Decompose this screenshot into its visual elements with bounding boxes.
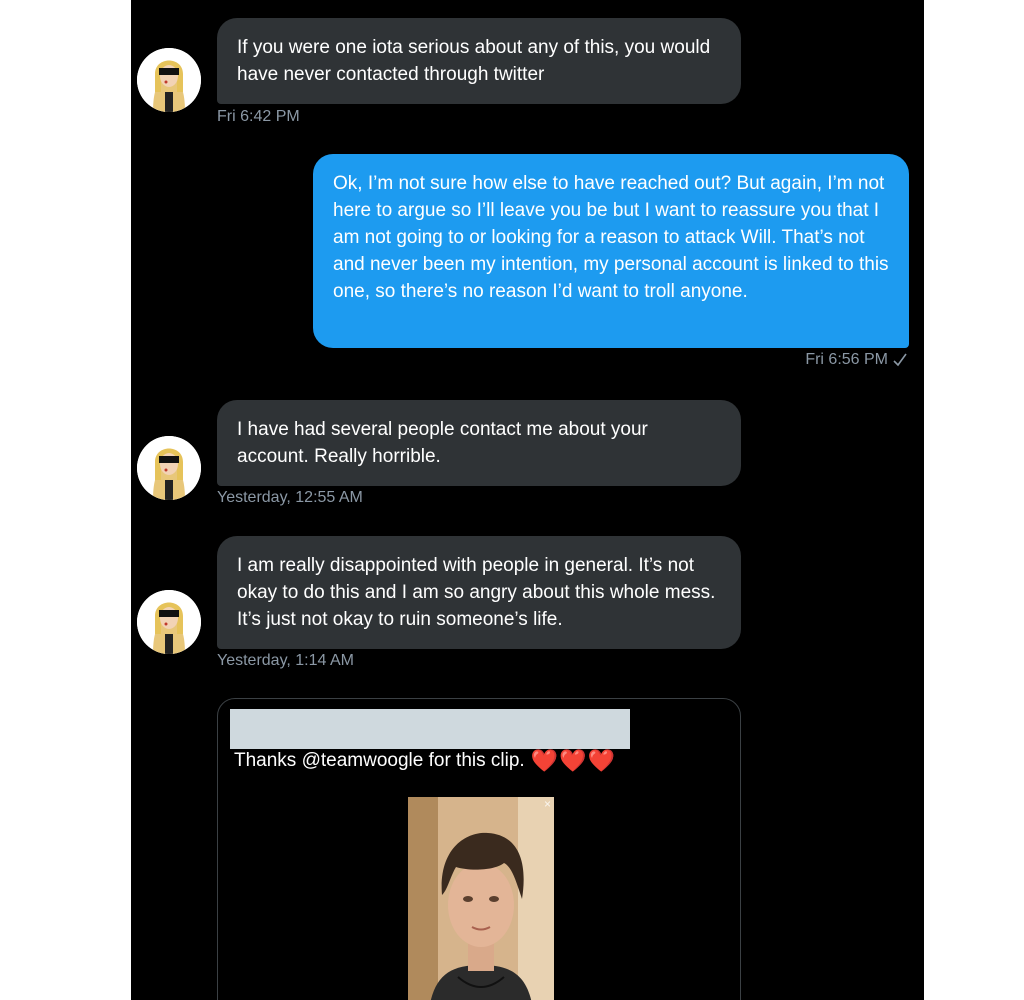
message-text: Ok, I’m not sure how else to have reached out? But again, I’m not here to argue so I’ll leave you be but I want to reassure you that I am not going to or looking for a reason to attack Will. That’s not and never been my intention, my personal account is linked to this one, so there’s no reason I’d want to troll anyone. [333, 173, 889, 302]
message-timestamp: Fri 6:42 PM [217, 108, 300, 125]
sender-avatar[interactable] [137, 590, 201, 654]
avatar-image [137, 48, 201, 112]
message-timestamp: Fri 6:56 PM [805, 351, 888, 368]
video-frame-image [408, 797, 554, 1000]
message-text: I have had several people contact me about your account. Really horrible. [237, 419, 648, 467]
message-bubble-incoming[interactable] [217, 18, 741, 104]
message-timestamp: Yesterday, 1:14 AM [217, 652, 354, 669]
message-bubble-incoming[interactable] [217, 400, 741, 486]
shared-tweet-card[interactable] [217, 698, 741, 1000]
shared-tweet-text: Thanks @teamwoogle for this clip. [234, 750, 525, 771]
message-text: If you were one iota serious about any of this, you would have never contacted through twitter [237, 37, 711, 85]
avatar-image [137, 436, 201, 500]
conversation-panel [131, 0, 924, 1000]
sender-avatar[interactable] [137, 436, 201, 500]
avatar-image [137, 590, 201, 654]
message-meta-outgoing [805, 351, 908, 369]
message-text: I am really disappointed with people in general. It’s not okay to do this and I am so angry about this whole mess. It’s just not okay to ruin someone’s life. [237, 555, 716, 630]
video-thumbnail[interactable] [408, 797, 554, 1000]
sender-avatar[interactable] [137, 48, 201, 112]
redacted-author-bar [230, 709, 630, 749]
message-bubble-incoming[interactable] [217, 536, 741, 649]
message-bubble-outgoing[interactable] [313, 154, 909, 348]
heart-emoji-icon: ❤️❤️❤️ [530, 748, 616, 773]
close-icon[interactable]: × [543, 797, 551, 811]
shared-tweet-text-row [234, 747, 616, 775]
checkmark-icon [892, 352, 908, 368]
message-timestamp: Yesterday, 12:55 AM [217, 489, 363, 506]
